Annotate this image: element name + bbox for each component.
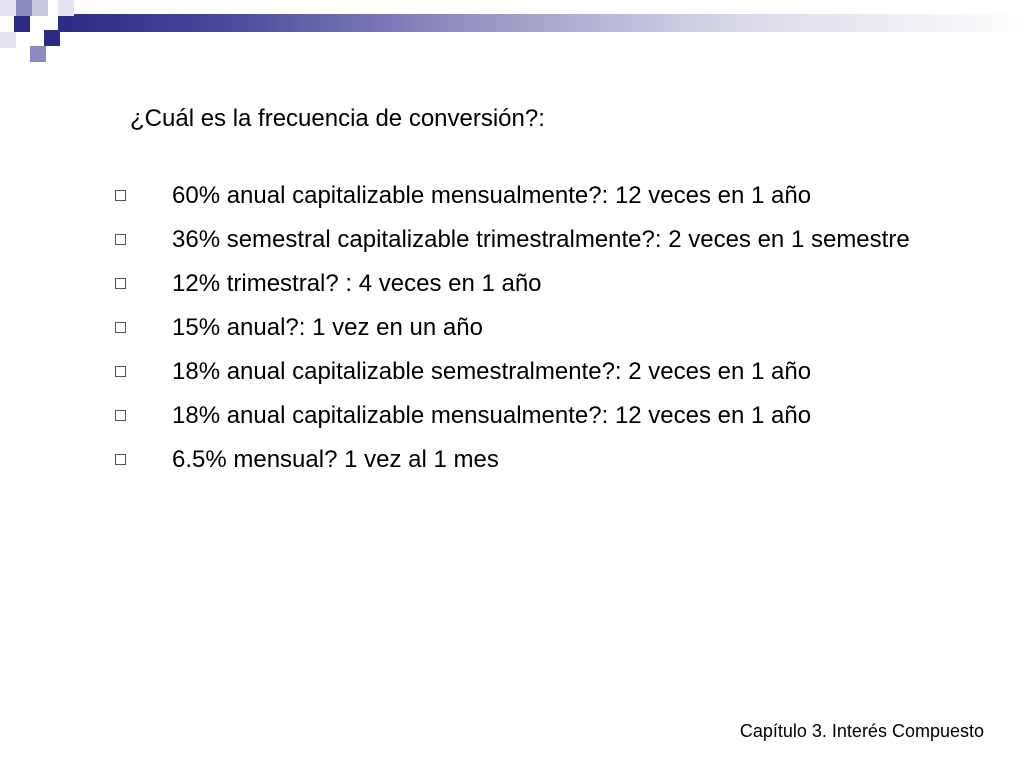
hollow-square-icon bbox=[115, 322, 126, 333]
decor-square bbox=[0, 32, 16, 48]
header-gradient-bar bbox=[58, 14, 1024, 32]
list-item bbox=[115, 442, 975, 478]
list-item bbox=[115, 354, 975, 390]
hollow-square-icon bbox=[115, 410, 126, 421]
decor-square bbox=[32, 0, 48, 16]
list-item-text: 60% anual capitalizable mensualmente?: 12 veces en 1 año bbox=[172, 182, 812, 209]
decor-square bbox=[44, 30, 60, 46]
list-item bbox=[115, 310, 975, 346]
header-decoration bbox=[0, 0, 1024, 70]
list-item-text: 12% trimestral? : 4 veces en 1 año bbox=[172, 270, 542, 297]
bullet-list bbox=[115, 178, 975, 486]
list-item-text: 15% anual?: 1 vez en un año bbox=[172, 314, 483, 341]
decor-square bbox=[58, 0, 74, 16]
list-item-text: 36% semestral capitalizable trimestralmente?: 2 veces en 1 semestre bbox=[172, 226, 910, 253]
slide-title: ¿Cuál es la frecuencia de conversión?: bbox=[130, 105, 545, 132]
decor-square bbox=[30, 46, 46, 62]
hollow-square-icon bbox=[115, 234, 126, 245]
decor-square bbox=[16, 0, 32, 16]
list-item bbox=[115, 222, 975, 258]
decor-square bbox=[14, 16, 30, 32]
list-item bbox=[115, 266, 975, 302]
hollow-square-icon bbox=[115, 190, 126, 201]
hollow-square-icon bbox=[115, 278, 126, 289]
list-item-text: 6.5% mensual? 1 vez al 1 mes bbox=[172, 446, 499, 473]
decor-square bbox=[0, 0, 16, 16]
slide-footer: Capítulo 3. Interés Compuesto bbox=[739, 721, 984, 741]
list-item bbox=[115, 178, 975, 214]
list-item-text: 18% anual capitalizable semestralmente?: 2 veces en 1 año bbox=[172, 358, 812, 385]
list-item bbox=[115, 398, 975, 434]
hollow-square-icon bbox=[115, 366, 126, 377]
hollow-square-icon bbox=[115, 454, 126, 465]
list-item-text: 18% anual capitalizable mensualmente?: 12 veces en 1 año bbox=[172, 402, 812, 429]
